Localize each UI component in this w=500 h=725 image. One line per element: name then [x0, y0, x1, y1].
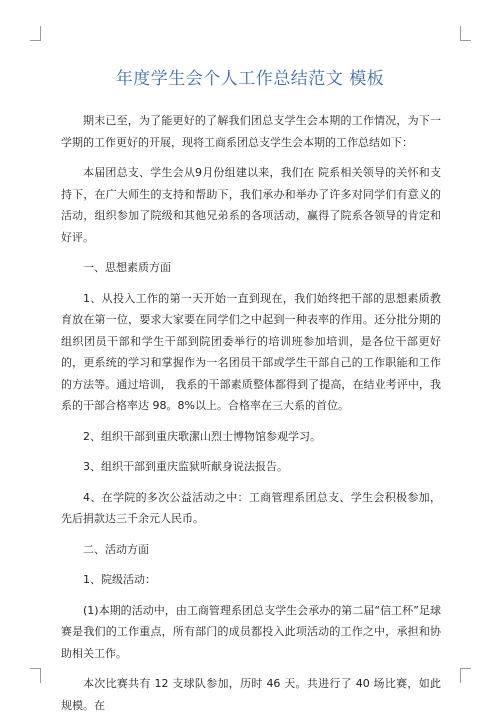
paragraph-item-1: 1、从投入工作的第一天开始一直到现在，我们始终把干部的思想素质教育放在第一位，要求大家要在同学们之中起到一种表率的作用。还分批分期的组织团员干部和学生干部到院团委举行的培训班参加培训，是各位干部更好的，更系统的学习和掌握作为一名团员干部或学生干部自己的工作职能和工作的方法等。通过培训， 我系的干部素质整体都得到了提高，在结业考评中，我系的干部合格率达 98。8%以上。合格率在三大系的首位。 — [61, 291, 441, 412]
paragraph-football-cup: (1)本期的活动中，由工商管理系团总支学生会承办的第二届“信工杯”足球赛是我们的工作重点，所有部门的成员都投入此项活动的工作之中，承担和协助相关工作。 — [61, 603, 441, 660]
section-heading-ideology: 一、思想素质方面 — [83, 261, 171, 274]
crop-mark-bottom-right — [460, 668, 471, 683]
paragraph-intro: 期末已至，为了能更好的了解我们团总支学生会本期的工作情况，为下一学期的工作更好的开展，现将工商系团总支学生会本期的工作总结如下： — [61, 114, 441, 149]
paragraph-item-3: 3、组织干部到重庆监狱听献身说法报告。 — [83, 460, 288, 473]
crop-mark-top-left — [30, 26, 41, 41]
paragraph-match-stats: 本次比赛共有 12 支球队参加，历时 46 天。共进行了 40 场比赛，如此规模。在 — [61, 677, 441, 712]
subheading-college-activities: 1、院级活动： — [83, 573, 156, 586]
document-title: 年度学生会个人工作总结范文 模板 — [115, 69, 385, 89]
paragraph-overview: 本届团总支、学生会从9月份组建以来，我们在 院系相关领导的关怀和支持下，在广大师生的支持和帮助下，我们承办和举办了许多对同学们有意义的活动，组织参加了院级和其他兄弟系的各项活动，赢得了院系各领导的肯定和好评。 — [61, 166, 441, 244]
paragraph-item-4: 4、在学院的多次公益活动之中：工商管理系团总支、学生会积极参加，先后捐款达三千余元人民币。 — [61, 490, 441, 525]
paragraph-item-2: 2、组织干部到重庆歌潔山烈士博物馆参观学习。 — [83, 429, 321, 443]
section-heading-activities: 二、活动方面 — [83, 542, 149, 556]
crop-mark-bottom-left — [30, 668, 41, 683]
crop-mark-top-right — [460, 26, 471, 41]
document-body — [61, 110, 441, 725]
